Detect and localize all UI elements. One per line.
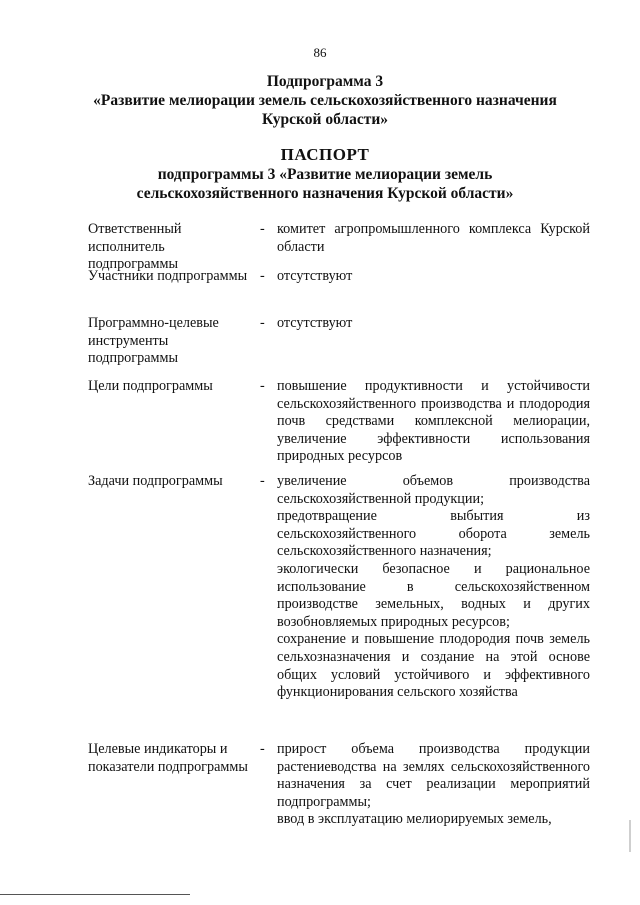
row-value (277, 378, 590, 466)
row-dash: - (260, 221, 265, 237)
row-dash: - (260, 473, 265, 489)
row-value-paragraph: отсутствуют (277, 315, 353, 331)
row-value (277, 221, 590, 256)
row-label: Участники подпрограммы (88, 268, 248, 284)
row-dash: - (260, 315, 265, 331)
row-label: Цели подпрограммы (88, 378, 213, 394)
row-label: Ответственный исполнитель подпрограммы (88, 221, 182, 273)
row-value-paragraph: увеличение объемов производства сельскохозяйственной продукции; (277, 473, 590, 507)
row-value-paragraph: сохранение и повышение плодородия почв земель сельхозназначения и создание на этой основе общих условий устойчивого и эффективного функционирования сельского хозяйства (277, 631, 590, 701)
row-dash: - (260, 268, 265, 284)
row-value (277, 741, 590, 829)
subprogram-heading (60, 72, 590, 129)
subprogram-heading-line-3: Курской области» (261, 111, 389, 128)
page-number: 86 (313, 45, 327, 60)
subprogram-heading-line-1: Подпрограмма 3 (266, 73, 384, 90)
row-dash: - (260, 378, 265, 394)
row-label: Целевые индикаторы и показатели подпрограммы (88, 741, 248, 775)
row-label: Задачи подпрограммы (88, 473, 223, 489)
row-dash: - (260, 741, 265, 757)
row-value-paragraph: экологически безопасное и рациональное использование в сельскохозяйственном производстве земельных, водных и других возобновляемых природных ресурсов; (277, 560, 590, 630)
row-value-paragraph: отсутствуют (277, 268, 353, 284)
row-value-paragraph: ввод в эксплуатацию мелиорируемых земель, (277, 811, 552, 828)
row-value (277, 315, 590, 333)
row-value-paragraph: комитет агропромышленного комплекса Курской области (277, 221, 590, 255)
row-value-paragraph: прирост объема производства продукции растениеводства на землях сельскохозяйственного назначения за счет реализации мероприятий подпрограммы; (277, 741, 590, 810)
scan-edge-mark (629, 820, 631, 852)
row-value (277, 473, 590, 702)
passport-title: ПАСПОРТ (280, 145, 370, 164)
passport-heading-line-1: подпрограммы 3 «Развитие мелиорации земель (157, 166, 493, 183)
passport-heading-line-2: сельскохозяйственного назначения Курской области» (136, 185, 514, 202)
subprogram-heading-line-2: «Развитие мелиорации земель сельскохозяйственного назначения (93, 92, 557, 109)
row-label: Программно-целевые инструменты подпрограммы (88, 315, 219, 367)
scan-edge-line (0, 894, 190, 895)
row-value (277, 268, 590, 286)
row-value-paragraph: предотвращение выбытия из сельскохозяйственного оборота земель сельскохозяйственного назначения; (277, 508, 590, 560)
passport-heading (60, 144, 590, 203)
row-value-paragraph: повышение продуктивности и устойчивости сельскохозяйственного производства и плодородия почв средствами комплексной мелиорации, увеличение эффективности использования природных ресурсов (277, 378, 590, 465)
